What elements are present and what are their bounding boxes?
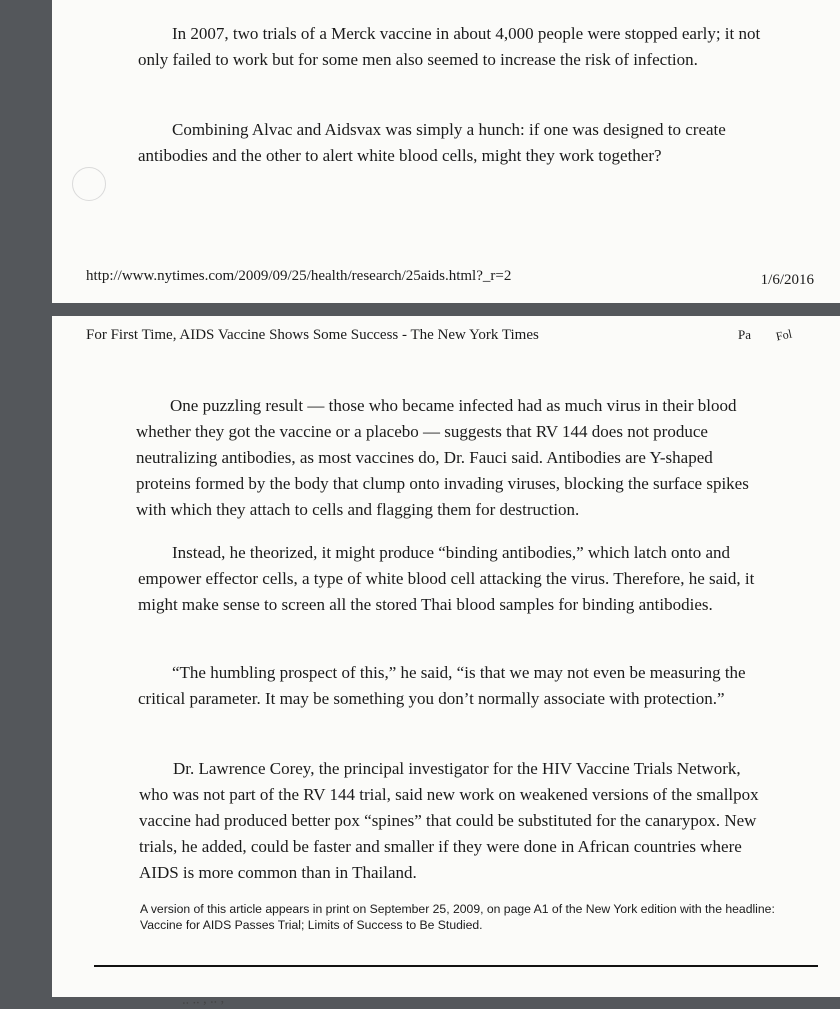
bottom-cut-text: .. .. , .. , (181, 991, 225, 1008)
print-edition-note: A version of this article appears in print on September 25, 2009, on page A1 of the New York edition with the headline: Vaccine for AIDS Passes Trial; Limits of Success to Be Studied. (140, 902, 775, 932)
paragraph-humbling-prospect: “The humbling prospect of this,” he said, “is that we may not even be measuring the critical parameter. It may be something you don’t normally associate with protection.” (138, 663, 746, 708)
punch-hole-mark (72, 167, 106, 201)
paragraph-merck-trial: In 2007, two trials of a Merck vaccine in about 4,000 people were stopped early; it not only failed to work but for some men also seemed to increase the risk of infection. (138, 24, 761, 69)
divider-rule (94, 965, 818, 967)
page-header-cut-text: Pa (738, 327, 751, 342)
page-header-cut-text-rotated: Fol (774, 326, 794, 344)
paragraph-binding-antibodies: Instead, he theorized, it might produce “binding antibodies,” which latch onto and empower effector cells, a type of white blood cell attacking the virus. Therefore, he said, it might make sense to screen all the stored Thai blood samples for binding antibodies. (138, 543, 755, 614)
page-header-title: For First Time, AIDS Vaccine Shows Some Success - The New York Times (86, 327, 539, 343)
scanned-page-bottom (52, 316, 840, 1008)
paragraph-lawrence-corey: Dr. Lawrence Corey, the principal investigator for the HIV Vaccine Trials Network, who was not part of the RV 144 trial, said new work on weakened versions of the smallpox vaccine had produced better pox “spines” that could be substituted for the canarypox. New trials, he added, could be faster and smaller if they were done in African countries where AIDS is more common than in Thailand. (139, 759, 759, 882)
scanned-page-top (52, 0, 840, 303)
paragraph-puzzling-result: One puzzling result — those who became infected had as much virus in their blood whether they got the vaccine or a placebo — suggests that RV 144 does not produce neutralizing antibodies, as most vaccines do, Dr. Fauci said. Antibodies are Y-shaped proteins formed by the body that clump onto invading viruses, blocking the surface spikes with which they attach to cells and flagging them for destruction. (136, 396, 749, 519)
footer-date: 1/6/2016 (760, 272, 814, 288)
footer-url: http://www.nytimes.com/2009/09/25/health/research/25aids.html?_r=2 (86, 268, 512, 284)
paragraph-alvac-aidsvax: Combining Alvac and Aidsvax was simply a hunch: if one was designed to create antibodies and the other to alert white blood cells, might they work together? (138, 120, 726, 165)
